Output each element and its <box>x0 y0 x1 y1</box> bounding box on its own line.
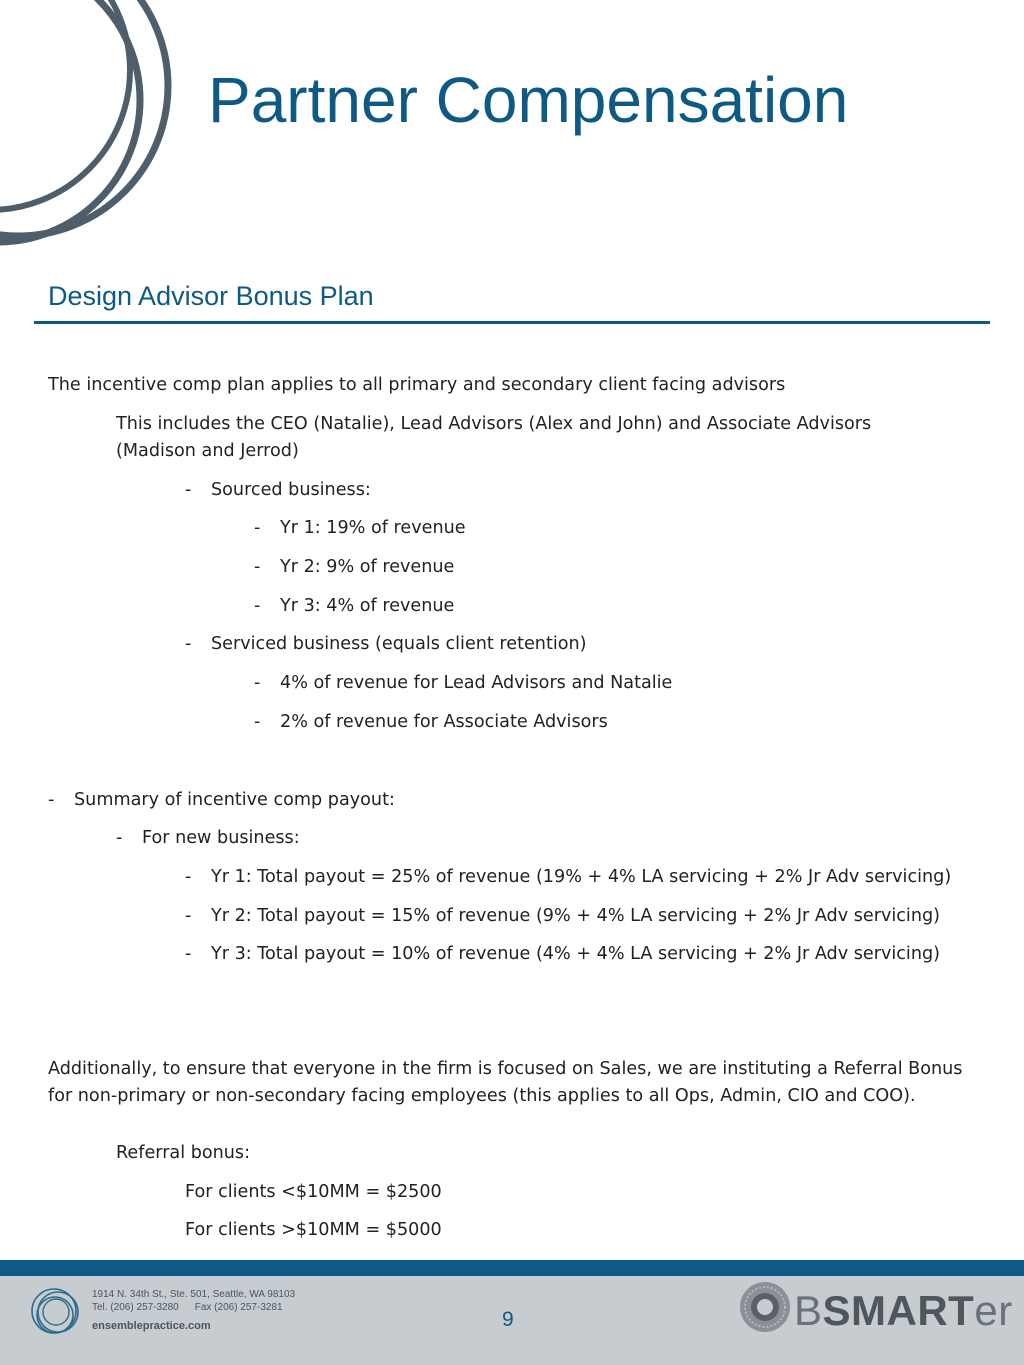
list-item <box>48 941 978 980</box>
payout-yr1: Yr 1: Total payout = 25% of revenue (19% + 4% LA servicing + 2% Jr Adv servicing) <box>211 866 952 887</box>
section-divider <box>34 321 990 324</box>
bullet-dash: - <box>185 905 192 926</box>
bullet-dash: - <box>254 518 261 539</box>
spacer <box>48 748 978 787</box>
serviced-business-label: Serviced business (equals client retention) <box>211 634 587 655</box>
brand-prefix: B <box>794 1287 823 1334</box>
list-item <box>48 593 978 632</box>
list-item <box>48 709 978 748</box>
summary-item <box>48 787 978 826</box>
bullet-dash: - <box>116 828 123 849</box>
serviced-lead: 4% of revenue for Lead Advisors and Natalie <box>280 673 673 694</box>
bsmarter-badge-icon <box>738 1280 792 1334</box>
bullet-dash: - <box>185 944 192 965</box>
bullet-dash: - <box>254 595 261 616</box>
list-item <box>48 670 978 709</box>
list-item <box>48 864 978 903</box>
list-item <box>48 903 978 942</box>
body-content <box>48 372 978 1256</box>
list-item <box>48 554 978 593</box>
bullet-dash: - <box>254 711 261 732</box>
sourced-yr1: Yr 1: 19% of revenue <box>280 518 466 539</box>
bullet-dash: - <box>185 866 192 887</box>
footer-website: ensemblepractice.com <box>92 1320 211 1332</box>
referral-label: Referral bonus: <box>116 1142 251 1163</box>
bullet-dash: - <box>185 479 192 500</box>
bullet-dash: - <box>48 789 55 810</box>
footer-phone-line <box>92 1301 295 1314</box>
footer-fax: Fax (206) 257-3281 <box>194 1302 283 1313</box>
sourced-business-item <box>48 477 978 516</box>
section-heading: Design Advisor Bonus Plan <box>48 281 374 311</box>
slide-title: Partner Compensation <box>208 64 849 136</box>
ensemble-rings-logo <box>28 1284 84 1340</box>
new-business-label: For new business: <box>142 828 300 849</box>
footer-contact <box>92 1288 295 1314</box>
bullet-dash: - <box>254 557 261 578</box>
brand-suffix: er <box>974 1287 1013 1334</box>
bullet-dash: - <box>254 673 261 694</box>
summary-label: Summary of incentive comp payout: <box>74 789 395 810</box>
serviced-associate: 2% of revenue for Associate Advisors <box>280 711 608 732</box>
footer-tel: Tel. (206) 257-3280 <box>92 1302 179 1313</box>
bullet-dash: - <box>185 634 192 655</box>
referral-large-clients: For clients >$10MM = $5000 <box>185 1220 442 1241</box>
includes-text: This includes the CEO (Natalie), Lead Advisors (Alex and John) and Associate Advisors (Madison and Jerrod) <box>116 413 872 461</box>
intro-text: The incentive comp plan applies to all primary and secondary client facing advisors <box>48 375 786 395</box>
decorative-rings-graphic <box>0 0 190 250</box>
list-item <box>48 515 978 554</box>
payout-yr2: Yr 2: Total payout = 15% of revenue (9% + 4% LA servicing + 2% Jr Adv servicing) <box>211 905 940 926</box>
footer <box>0 1276 1024 1365</box>
sourced-business-label: Sourced business: <box>211 479 371 500</box>
brand-bold: SMART <box>822 1287 975 1334</box>
bsmarter-wordmark <box>794 1287 1013 1334</box>
serviced-business-item <box>48 631 978 670</box>
spacer <box>48 980 978 1056</box>
page-number: 9 <box>502 1308 514 1331</box>
new-business-item <box>48 825 978 864</box>
sourced-yr3: Yr 3: 4% of revenue <box>280 595 455 616</box>
sourced-yr2: Yr 2: 9% of revenue <box>280 557 455 578</box>
referral-small-clients: For clients <$10MM = $2500 <box>185 1181 442 1202</box>
payout-yr3: Yr 3: Total payout = 10% of revenue (4% + 4% LA servicing + 2% Jr Adv servicing) <box>211 944 940 965</box>
footer-address-line: 1914 N. 34th St., Ste. 501, Seattle, WA 98103 <box>92 1289 296 1300</box>
additionally-text: Additionally, to ensure that everyone in the firm is focused on Sales, we are instituting a Referral Bonus for non-primary or non-secondary facing employees (this applies to all Ops, Admin, CIO and COO). <box>48 1058 963 1106</box>
footer-accent-band <box>0 1260 1024 1276</box>
